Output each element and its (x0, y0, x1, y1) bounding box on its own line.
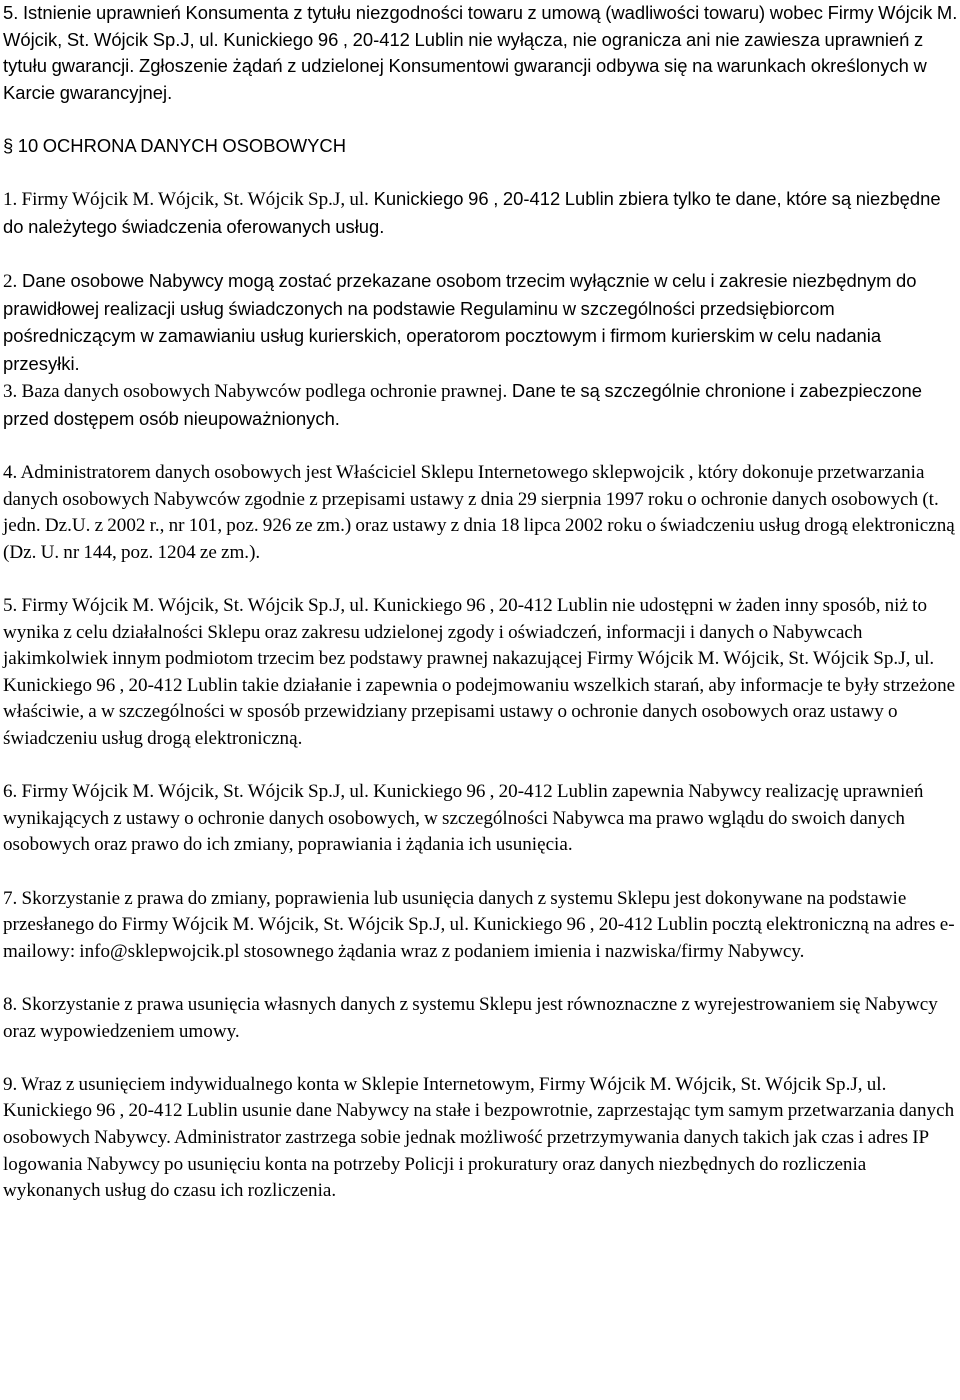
paragraph-5-body: Kunickiego 96 , 20-412 Lublin nie udostępni w żaden inny sposób, niż to wynika z celu działalności Sklepu oraz zakresu udzielonej zgody i oświadczeń, informacji i danych o Nabywcach jakimkolwiek innym podmiotom trzecim bez podstawy prawnej nakazującej Firmy Wójcik M. Wójcik, St. Wójcik Sp.J, ul. Kunickiego 96 , 20-412 Lublin takie działanie i zapewnia o podejmowaniu wszelkich starań, aby informacje te były strzeżone właściwie, a w szczególności w sposób przewidziany przepisami ustawy o ochronie danych osobowych oraz ustawy o świadczeniu usług drogą elektroniczną. (3, 595, 956, 750)
paragraph-6 (3, 779, 958, 859)
paragraph-9 (3, 1072, 958, 1205)
paragraph-3-serif: 3. Baza danych osobowych Nabywców podlega ochronie prawnej. (3, 381, 508, 403)
paragraph-6-body: Kunickiego 96 , 20-412 Lublin zapewnia Nabywcy realizację uprawnień wynikających z ustawy o ochronie danych osobowych, w szczególności Nabywca ma prawo wglądu do swoich danych osobowych oraz prawo do ich zmiany, poprawiania i żądania ich usunięcia. (3, 781, 924, 856)
paragraph-8-serif: 8. (3, 993, 18, 1015)
paragraph-5-gwarancja-text: 5. Istnienie uprawnień Konsumenta z tytułu niezgodności towaru z umową (wadliwości towaru) wobec Firmy Wójcik M. Wójcik, St. Wójcik Sp.J, ul. Kunickiego 96 , 20-412 Lublin nie wyłącza, nie ogranicza ani nie zawiesza uprawnień z tytułu gwarancji. Zgłoszenie żądań z udzielonej Konsumentowi gwarancji odbywa się na warunkach określonych w Karcie gwarancyjnej. (3, 2, 958, 103)
paragraph-2-sans: Dane osobowe Nabywcy mogą zostać przekazane osobom trzecim wyłącznie w celu i zakresie niezbędnym do prawidłowej realizacji usług świadczonych na podstawie Regulaminu w szczególności przedsiębiorcom pośredniczącym w zamawianiu usług kurierskich, operatorom pocztowym i firmom kurierskim w celu nadania przesyłki. (3, 269, 917, 374)
paragraph-9-body: Kunickiego 96 , 20-412 Lublin usunie dane Nabywcy na stałe i bezpowrotnie, zaprzestając tym samym przetwarzania danych osobowych Nabywcy. Administrator zastrzega sobie jednak możliwość przetrzymywania danych takich jak czas i adres IP logowania Nabywcy po usunięciu konta na potrzeby Policji i prokuratury oraz danych niezbędnych do rozliczenia wykonanych usług do czasu ich rozliczenia. (3, 1100, 955, 1202)
document-page (3, 0, 958, 1205)
paragraph-7-body: Skorzystanie z prawa do zmiany, poprawienia lub usunięcia danych z systemu Sklepu jest dokonywane na podstawie przesłanego do Firmy Wójcik M. Wójcik, St. Wójcik Sp.J, ul. Kunickiego 96 , 20-412 Lublin pocztą elektroniczną na adres e-mailowy: info@sklepwojcik.pl stosownego żądania wraz z podaniem imienia i nazwiska/firmy Nabywcy. (3, 887, 955, 962)
paragraph-6-serif: 6. Firmy Wójcik M. Wójcik, St. Wójcik Sp.J, ul. (3, 781, 369, 803)
paragraph-7-serif: 7. (3, 887, 18, 909)
paragraph-3-sans: Dane te są szczególnie chronione i zabezpieczone przed dostępem osób nieupoważnionych. (3, 380, 922, 429)
section-heading-text: § 10 OCHRONA DANYCH OSOBOWYCH (3, 134, 346, 156)
paragraph-5-gwarancja (3, 0, 958, 106)
paragraph-7 (3, 886, 958, 966)
paragraph-4-serif: 4. (3, 462, 18, 484)
paragraph-4 (3, 460, 958, 566)
paragraph-5 (3, 593, 958, 753)
paragraph-1-sans: Kunickiego 96 , 20-412 Lublin zbiera tylko te dane, które są niezbędne do należytego świadczenia oferowanych usług. (3, 188, 941, 237)
paragraph-9-serif: 9. Wraz z usunięciem indywidualnego konta w Sklepie Internetowym, Firmy Wójcik M. Wójcik, St. Wójcik Sp.J, ul. (3, 1073, 887, 1095)
paragraph-8 (3, 992, 958, 1045)
paragraph-1 (3, 186, 958, 241)
paragraph-4-body: Administratorem danych osobowych jest Właściciel Sklepu Internetowego sklepwojcik , który dokonuje przetwarzania danych osobowych Nabywców zgodnie z przepisami ustawy z dnia 29 sierpnia 1997 roku o ochronie danych osobowych (t. jedn. Dz.U. z 2002 r., nr 101, poz. 926 ze zm.) oraz ustawy z dnia 18 lipca 2002 roku o świadczeniu usług drogą elektroniczną (Dz. U. nr 144, poz. 1204 ze zm.). (3, 462, 955, 563)
paragraph-5-serif: 5. Firmy Wójcik M. Wójcik, St. Wójcik Sp.J, ul. (3, 595, 369, 617)
paragraph-8-body: Skorzystanie z prawa usunięcia własnych danych z systemu Sklepu jest równoznaczne z wyrejestrowaniem się Nabywcy oraz wypowiedzeniem umowy. (3, 993, 938, 1042)
paragraph-2 (3, 268, 958, 378)
paragraph-1-serif: 1. Firmy Wójcik M. Wójcik, St. Wójcik Sp.J, ul. (3, 189, 369, 211)
section-heading (3, 133, 958, 160)
paragraph-2-serif: 2. (3, 270, 18, 292)
paragraph-3 (3, 378, 958, 433)
